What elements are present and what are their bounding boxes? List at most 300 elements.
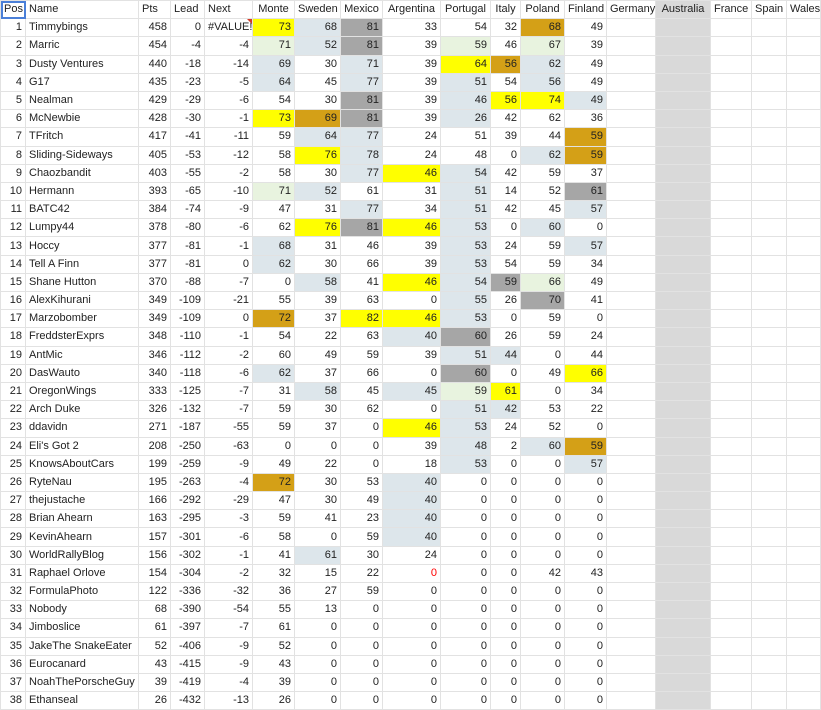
cell-sweden[interactable]: 0 xyxy=(295,619,341,637)
cell-portugal[interactable]: 0 xyxy=(441,637,491,655)
cell-pts[interactable]: 440 xyxy=(139,55,171,73)
cell-monte[interactable]: 71 xyxy=(253,182,295,200)
cell-next[interactable]: -9 xyxy=(205,455,253,473)
cell-pts[interactable]: 346 xyxy=(139,346,171,364)
cell-sweden[interactable]: 37 xyxy=(295,364,341,382)
cell-wales[interactable] xyxy=(787,164,821,182)
cell-pts[interactable]: 454 xyxy=(139,37,171,55)
cell-pos[interactable]: 18 xyxy=(1,328,26,346)
cell-spain[interactable] xyxy=(752,564,787,582)
cell-monte[interactable]: 47 xyxy=(253,492,295,510)
cell-finland[interactable]: 49 xyxy=(565,73,607,91)
table-row[interactable] xyxy=(1,528,821,546)
cell-lead[interactable]: -292 xyxy=(171,492,205,510)
cell-lead[interactable]: 0 xyxy=(171,19,205,37)
cell-italy[interactable]: 54 xyxy=(491,255,521,273)
cell-wales[interactable] xyxy=(787,55,821,73)
column-header-spain[interactable]: Spain xyxy=(752,1,787,19)
cell-italy[interactable]: 56 xyxy=(491,55,521,73)
column-header-australia[interactable]: Australia xyxy=(656,1,711,19)
cell-mexico[interactable]: 66 xyxy=(341,364,383,382)
cell-wales[interactable] xyxy=(787,237,821,255)
cell-finland[interactable]: 0 xyxy=(565,655,607,673)
cell-spain[interactable] xyxy=(752,128,787,146)
cell-finland[interactable]: 0 xyxy=(565,419,607,437)
cell-argentina[interactable]: 0 xyxy=(383,364,441,382)
cell-portugal[interactable]: 60 xyxy=(441,364,491,382)
table-row[interactable] xyxy=(1,37,821,55)
cell-france[interactable] xyxy=(711,292,752,310)
cell-pts[interactable]: 428 xyxy=(139,110,171,128)
cell-pts[interactable]: 43 xyxy=(139,655,171,673)
cell-finland[interactable]: 59 xyxy=(565,437,607,455)
cell-spain[interactable] xyxy=(752,19,787,37)
cell-sweden[interactable]: 52 xyxy=(295,182,341,200)
cell-australia[interactable] xyxy=(656,128,711,146)
table-row[interactable] xyxy=(1,601,821,619)
cell-wales[interactable] xyxy=(787,292,821,310)
cell-australia[interactable] xyxy=(656,201,711,219)
cell-argentina[interactable]: 24 xyxy=(383,146,441,164)
cell-wales[interactable] xyxy=(787,655,821,673)
cell-next[interactable]: -9 xyxy=(205,655,253,673)
cell-finland[interactable]: 57 xyxy=(565,455,607,473)
cell-germany[interactable] xyxy=(607,164,656,182)
cell-next[interactable]: -3 xyxy=(205,510,253,528)
cell-next[interactable]: -54 xyxy=(205,601,253,619)
cell-mexico[interactable]: 61 xyxy=(341,182,383,200)
cell-sweden[interactable]: 41 xyxy=(295,510,341,528)
cell-pts[interactable]: 393 xyxy=(139,182,171,200)
cell-name[interactable]: BATC42 xyxy=(26,201,139,219)
cell-name[interactable]: Dusty Ventures xyxy=(26,55,139,73)
cell-wales[interactable] xyxy=(787,37,821,55)
cell-france[interactable] xyxy=(711,255,752,273)
cell-name[interactable]: Hermann xyxy=(26,182,139,200)
cell-pts[interactable]: 163 xyxy=(139,510,171,528)
cell-finland[interactable]: 43 xyxy=(565,564,607,582)
cell-argentina[interactable]: 46 xyxy=(383,419,441,437)
cell-argentina[interactable]: 39 xyxy=(383,437,441,455)
table-row[interactable] xyxy=(1,692,821,710)
cell-poland[interactable]: 62 xyxy=(521,110,565,128)
cell-sweden[interactable]: 0 xyxy=(295,673,341,691)
cell-pos[interactable]: 20 xyxy=(1,364,26,382)
cell-lead[interactable]: -259 xyxy=(171,455,205,473)
table-row[interactable] xyxy=(1,201,821,219)
cell-argentina[interactable]: 40 xyxy=(383,492,441,510)
cell-mexico[interactable]: 77 xyxy=(341,201,383,219)
cell-finland[interactable]: 41 xyxy=(565,292,607,310)
cell-pts[interactable]: 377 xyxy=(139,237,171,255)
cell-finland[interactable]: 37 xyxy=(565,164,607,182)
cell-pos[interactable]: 31 xyxy=(1,564,26,582)
cell-italy[interactable]: 0 xyxy=(491,473,521,491)
cell-sweden[interactable]: 37 xyxy=(295,310,341,328)
cell-portugal[interactable]: 0 xyxy=(441,692,491,710)
cell-next[interactable]: -7 xyxy=(205,401,253,419)
cell-australia[interactable] xyxy=(656,19,711,37)
cell-italy[interactable]: 42 xyxy=(491,110,521,128)
cell-poland[interactable]: 0 xyxy=(521,601,565,619)
cell-germany[interactable] xyxy=(607,528,656,546)
cell-next[interactable]: -7 xyxy=(205,619,253,637)
cell-germany[interactable] xyxy=(607,382,656,400)
cell-pts[interactable]: 348 xyxy=(139,328,171,346)
cell-spain[interactable] xyxy=(752,382,787,400)
cell-italy[interactable]: 0 xyxy=(491,510,521,528)
cell-france[interactable] xyxy=(711,182,752,200)
column-header-finland[interactable]: Finland xyxy=(565,1,607,19)
cell-monte[interactable]: 58 xyxy=(253,164,295,182)
cell-italy[interactable]: 61 xyxy=(491,382,521,400)
cell-portugal[interactable]: 59 xyxy=(441,382,491,400)
cell-mexico[interactable]: 0 xyxy=(341,437,383,455)
cell-australia[interactable] xyxy=(656,73,711,91)
cell-finland[interactable]: 0 xyxy=(565,546,607,564)
cell-mexico[interactable]: 81 xyxy=(341,37,383,55)
cell-poland[interactable]: 42 xyxy=(521,564,565,582)
cell-monte[interactable]: 47 xyxy=(253,201,295,219)
cell-monte[interactable]: 71 xyxy=(253,37,295,55)
cell-portugal[interactable]: 54 xyxy=(441,164,491,182)
cell-france[interactable] xyxy=(711,328,752,346)
cell-portugal[interactable]: 48 xyxy=(441,146,491,164)
cell-poland[interactable]: 59 xyxy=(521,164,565,182)
cell-portugal[interactable]: 0 xyxy=(441,619,491,637)
cell-germany[interactable] xyxy=(607,492,656,510)
cell-mexico[interactable]: 77 xyxy=(341,164,383,182)
cell-monte[interactable]: 73 xyxy=(253,110,295,128)
cell-argentina[interactable]: 39 xyxy=(383,91,441,109)
cell-argentina[interactable]: 46 xyxy=(383,164,441,182)
column-header-wales[interactable]: Wales xyxy=(787,1,821,19)
cell-poland[interactable]: 62 xyxy=(521,146,565,164)
column-header-sweden[interactable]: Sweden xyxy=(295,1,341,19)
cell-lead[interactable]: -41 xyxy=(171,128,205,146)
cell-spain[interactable] xyxy=(752,510,787,528)
cell-wales[interactable] xyxy=(787,637,821,655)
cell-pos[interactable]: 8 xyxy=(1,146,26,164)
cell-spain[interactable] xyxy=(752,91,787,109)
cell-lead[interactable]: -81 xyxy=(171,255,205,273)
cell-lead[interactable]: -81 xyxy=(171,237,205,255)
cell-france[interactable] xyxy=(711,110,752,128)
table-row[interactable] xyxy=(1,91,821,109)
cell-germany[interactable] xyxy=(607,37,656,55)
cell-poland[interactable]: 0 xyxy=(521,473,565,491)
cell-name[interactable]: KevinAhearn xyxy=(26,528,139,546)
cell-name[interactable]: NoahThePorscheGuy xyxy=(26,673,139,691)
cell-spain[interactable] xyxy=(752,528,787,546)
cell-finland[interactable]: 22 xyxy=(565,401,607,419)
cell-wales[interactable] xyxy=(787,91,821,109)
cell-monte[interactable]: 39 xyxy=(253,673,295,691)
cell-australia[interactable] xyxy=(656,55,711,73)
cell-argentina[interactable]: 24 xyxy=(383,546,441,564)
cell-argentina[interactable]: 40 xyxy=(383,328,441,346)
cell-spain[interactable] xyxy=(752,255,787,273)
cell-name[interactable]: FreddsterExprs xyxy=(26,328,139,346)
cell-finland[interactable]: 49 xyxy=(565,55,607,73)
cell-spain[interactable] xyxy=(752,419,787,437)
cell-spain[interactable] xyxy=(752,201,787,219)
cell-poland[interactable]: 52 xyxy=(521,182,565,200)
cell-poland[interactable]: 59 xyxy=(521,310,565,328)
cell-finland[interactable]: 0 xyxy=(565,310,607,328)
cell-portugal[interactable]: 53 xyxy=(441,310,491,328)
cell-wales[interactable] xyxy=(787,364,821,382)
cell-pos[interactable]: 1 xyxy=(1,19,26,37)
table-row[interactable] xyxy=(1,55,821,73)
cell-sweden[interactable]: 69 xyxy=(295,110,341,128)
cell-sweden[interactable]: 30 xyxy=(295,473,341,491)
cell-portugal[interactable]: 26 xyxy=(441,110,491,128)
cell-portugal[interactable]: 53 xyxy=(441,419,491,437)
cell-lead[interactable]: -132 xyxy=(171,401,205,419)
cell-italy[interactable]: 0 xyxy=(491,364,521,382)
cell-germany[interactable] xyxy=(607,310,656,328)
cell-argentina[interactable]: 40 xyxy=(383,473,441,491)
cell-germany[interactable] xyxy=(607,673,656,691)
cell-poland[interactable]: 70 xyxy=(521,292,565,310)
cell-name[interactable]: ddavidn xyxy=(26,419,139,437)
cell-lead[interactable]: -65 xyxy=(171,182,205,200)
cell-mexico[interactable]: 63 xyxy=(341,328,383,346)
cell-pts[interactable]: 122 xyxy=(139,583,171,601)
cell-lead[interactable]: -4 xyxy=(171,37,205,55)
cell-name[interactable]: McNewbie xyxy=(26,110,139,128)
cell-finland[interactable]: 0 xyxy=(565,473,607,491)
cell-mexico[interactable]: 63 xyxy=(341,292,383,310)
cell-monte[interactable]: 54 xyxy=(253,91,295,109)
cell-argentina[interactable]: 0 xyxy=(383,601,441,619)
cell-lead[interactable]: -74 xyxy=(171,201,205,219)
cell-poland[interactable]: 0 xyxy=(521,528,565,546)
cell-germany[interactable] xyxy=(607,328,656,346)
cell-sweden[interactable]: 68 xyxy=(295,19,341,37)
cell-next[interactable]: 0 xyxy=(205,255,253,273)
cell-pts[interactable]: 349 xyxy=(139,310,171,328)
cell-france[interactable] xyxy=(711,637,752,655)
cell-italy[interactable]: 0 xyxy=(491,601,521,619)
cell-portugal[interactable]: 51 xyxy=(441,73,491,91)
cell-france[interactable] xyxy=(711,673,752,691)
cell-lead[interactable]: -53 xyxy=(171,146,205,164)
cell-portugal[interactable]: 46 xyxy=(441,91,491,109)
table-row[interactable] xyxy=(1,455,821,473)
cell-italy[interactable]: 42 xyxy=(491,164,521,182)
cell-finland[interactable]: 0 xyxy=(565,601,607,619)
cell-australia[interactable] xyxy=(656,237,711,255)
cell-portugal[interactable]: 0 xyxy=(441,673,491,691)
cell-mexico[interactable]: 0 xyxy=(341,619,383,637)
cell-next[interactable]: -5 xyxy=(205,73,253,91)
cell-germany[interactable] xyxy=(607,91,656,109)
table-row[interactable] xyxy=(1,328,821,346)
cell-australia[interactable] xyxy=(656,292,711,310)
cell-next[interactable]: -2 xyxy=(205,164,253,182)
cell-argentina[interactable]: 0 xyxy=(383,583,441,601)
cell-monte[interactable]: 72 xyxy=(253,473,295,491)
cell-france[interactable] xyxy=(711,164,752,182)
cell-pts[interactable]: 403 xyxy=(139,164,171,182)
cell-sweden[interactable]: 0 xyxy=(295,528,341,546)
cell-mexico[interactable]: 0 xyxy=(341,692,383,710)
cell-finland[interactable]: 49 xyxy=(565,273,607,291)
cell-portugal[interactable]: 51 xyxy=(441,128,491,146)
cell-spain[interactable] xyxy=(752,219,787,237)
cell-sweden[interactable]: 31 xyxy=(295,201,341,219)
cell-germany[interactable] xyxy=(607,473,656,491)
cell-monte[interactable]: 73 xyxy=(253,19,295,37)
cell-pts[interactable]: 377 xyxy=(139,255,171,273)
cell-portugal[interactable]: 48 xyxy=(441,437,491,455)
cell-monte[interactable]: 41 xyxy=(253,546,295,564)
column-header-france[interactable]: France xyxy=(711,1,752,19)
cell-mexico[interactable]: 22 xyxy=(341,564,383,582)
cell-next[interactable]: #VALUE! xyxy=(205,19,253,37)
cell-wales[interactable] xyxy=(787,564,821,582)
cell-germany[interactable] xyxy=(607,237,656,255)
cell-france[interactable] xyxy=(711,546,752,564)
cell-germany[interactable] xyxy=(607,401,656,419)
cell-poland[interactable]: 56 xyxy=(521,73,565,91)
cell-portugal[interactable]: 51 xyxy=(441,182,491,200)
cell-poland[interactable]: 60 xyxy=(521,219,565,237)
table-row[interactable] xyxy=(1,128,821,146)
cell-name[interactable]: OregonWings xyxy=(26,382,139,400)
cell-lead[interactable]: -110 xyxy=(171,328,205,346)
cell-pos[interactable]: 38 xyxy=(1,692,26,710)
cell-pos[interactable]: 33 xyxy=(1,601,26,619)
cell-argentina[interactable]: 39 xyxy=(383,73,441,91)
cell-argentina[interactable]: 18 xyxy=(383,455,441,473)
cell-france[interactable] xyxy=(711,419,752,437)
cell-sweden[interactable]: 13 xyxy=(295,601,341,619)
cell-name[interactable]: Nobody xyxy=(26,601,139,619)
cell-argentina[interactable]: 0 xyxy=(383,401,441,419)
cell-finland[interactable]: 59 xyxy=(565,128,607,146)
cell-pos[interactable]: 9 xyxy=(1,164,26,182)
cell-sweden[interactable]: 30 xyxy=(295,255,341,273)
cell-name[interactable]: thejustache xyxy=(26,492,139,510)
cell-france[interactable] xyxy=(711,455,752,473)
cell-france[interactable] xyxy=(711,273,752,291)
cell-pts[interactable]: 166 xyxy=(139,492,171,510)
cell-wales[interactable] xyxy=(787,546,821,564)
cell-mexico[interactable]: 0 xyxy=(341,455,383,473)
cell-portugal[interactable]: 0 xyxy=(441,492,491,510)
cell-wales[interactable] xyxy=(787,310,821,328)
table-row[interactable] xyxy=(1,637,821,655)
cell-name[interactable]: Sliding-Sideways xyxy=(26,146,139,164)
cell-name[interactable]: Eli's Got 2 xyxy=(26,437,139,455)
cell-australia[interactable] xyxy=(656,437,711,455)
cell-pos[interactable]: 28 xyxy=(1,510,26,528)
cell-italy[interactable]: 0 xyxy=(491,455,521,473)
cell-finland[interactable]: 57 xyxy=(565,201,607,219)
cell-france[interactable] xyxy=(711,510,752,528)
cell-italy[interactable]: 0 xyxy=(491,673,521,691)
cell-france[interactable] xyxy=(711,237,752,255)
cell-france[interactable] xyxy=(711,19,752,37)
table-row[interactable] xyxy=(1,583,821,601)
cell-poland[interactable]: 59 xyxy=(521,328,565,346)
cell-pos[interactable]: 10 xyxy=(1,182,26,200)
cell-germany[interactable] xyxy=(607,55,656,73)
cell-wales[interactable] xyxy=(787,510,821,528)
cell-monte[interactable]: 58 xyxy=(253,146,295,164)
cell-france[interactable] xyxy=(711,91,752,109)
cell-mexico[interactable]: 30 xyxy=(341,546,383,564)
cell-sweden[interactable]: 39 xyxy=(295,292,341,310)
cell-name[interactable]: AntMic xyxy=(26,346,139,364)
cell-name[interactable]: Brian Ahearn xyxy=(26,510,139,528)
cell-name[interactable]: Chaozbandit xyxy=(26,164,139,182)
cell-name[interactable]: AlexKihurani xyxy=(26,292,139,310)
cell-spain[interactable] xyxy=(752,55,787,73)
cell-germany[interactable] xyxy=(607,437,656,455)
cell-sweden[interactable]: 76 xyxy=(295,146,341,164)
cell-finland[interactable]: 36 xyxy=(565,110,607,128)
cell-argentina[interactable]: 45 xyxy=(383,382,441,400)
cell-monte[interactable]: 60 xyxy=(253,346,295,364)
cell-monte[interactable]: 55 xyxy=(253,292,295,310)
cell-germany[interactable] xyxy=(607,201,656,219)
cell-pos[interactable]: 2 xyxy=(1,37,26,55)
cell-spain[interactable] xyxy=(752,146,787,164)
cell-lead[interactable]: -397 xyxy=(171,619,205,637)
cell-spain[interactable] xyxy=(752,655,787,673)
cell-australia[interactable] xyxy=(656,510,711,528)
cell-argentina[interactable]: 40 xyxy=(383,528,441,546)
cell-portugal[interactable]: 55 xyxy=(441,292,491,310)
cell-sweden[interactable]: 22 xyxy=(295,455,341,473)
cell-lead[interactable]: -109 xyxy=(171,310,205,328)
cell-pts[interactable]: 26 xyxy=(139,692,171,710)
cell-wales[interactable] xyxy=(787,692,821,710)
cell-finland[interactable]: 44 xyxy=(565,346,607,364)
cell-next[interactable]: -6 xyxy=(205,91,253,109)
cell-argentina[interactable]: 46 xyxy=(383,219,441,237)
cell-finland[interactable]: 59 xyxy=(565,146,607,164)
table-row[interactable] xyxy=(1,673,821,691)
cell-monte[interactable]: 59 xyxy=(253,510,295,528)
cell-spain[interactable] xyxy=(752,437,787,455)
table-row[interactable] xyxy=(1,182,821,200)
cell-italy[interactable]: 32 xyxy=(491,19,521,37)
cell-mexico[interactable]: 81 xyxy=(341,110,383,128)
column-header-argentina[interactable]: Argentina xyxy=(383,1,441,19)
cell-spain[interactable] xyxy=(752,619,787,637)
cell-pts[interactable]: 340 xyxy=(139,364,171,382)
cell-italy[interactable]: 2 xyxy=(491,437,521,455)
cell-spain[interactable] xyxy=(752,346,787,364)
cell-italy[interactable]: 0 xyxy=(491,310,521,328)
cell-name[interactable]: Raphael Orlove xyxy=(26,564,139,582)
cell-france[interactable] xyxy=(711,437,752,455)
cell-spain[interactable] xyxy=(752,673,787,691)
cell-next[interactable]: -13 xyxy=(205,692,253,710)
cell-wales[interactable] xyxy=(787,19,821,37)
cell-france[interactable] xyxy=(711,601,752,619)
table-row[interactable] xyxy=(1,237,821,255)
cell-germany[interactable] xyxy=(607,110,656,128)
cell-sweden[interactable]: 30 xyxy=(295,492,341,510)
cell-pts[interactable]: 349 xyxy=(139,292,171,310)
cell-argentina[interactable]: 0 xyxy=(383,619,441,637)
